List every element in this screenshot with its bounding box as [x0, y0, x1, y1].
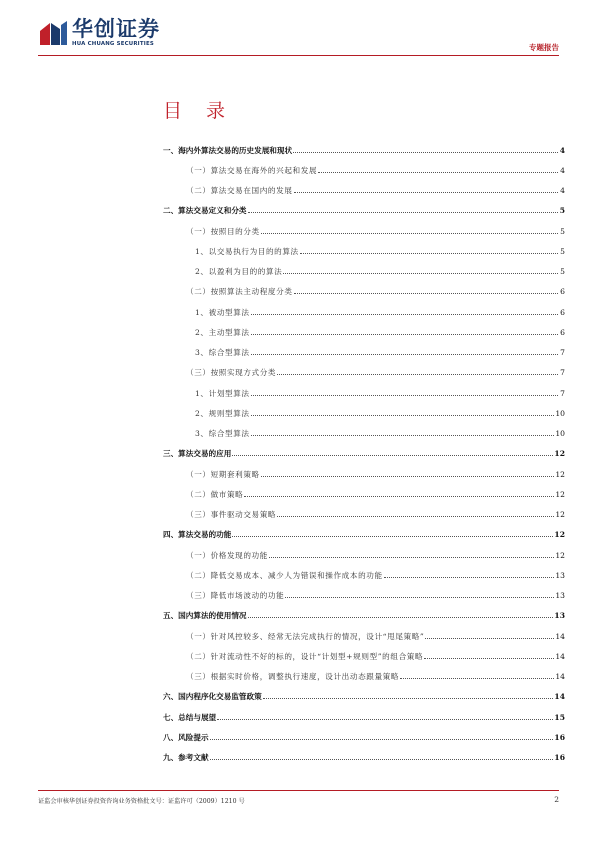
toc-entry-page: 14: [555, 651, 565, 661]
toc-entry[interactable]: [163, 282, 565, 302]
toc-leader-dots: [232, 536, 553, 537]
toc-entry[interactable]: [163, 484, 565, 504]
table-of-contents: [163, 140, 565, 768]
toc-entry-label: 三、算法交易的应用: [163, 449, 232, 459]
toc-leader-dots: [293, 152, 558, 153]
toc-entry-label: 五、国内算法的使用情况: [163, 611, 247, 621]
toc-entry[interactable]: [163, 221, 565, 241]
toc-leader-dots: [384, 577, 555, 578]
toc-entry[interactable]: [163, 464, 565, 484]
toc-entry-page: 12: [555, 489, 565, 499]
toc-entry-page: 13: [555, 591, 565, 601]
toc-leader-dots: [294, 192, 558, 193]
toc-entry-label: （一）短期套利策略: [186, 469, 260, 479]
toc-entry-page: 4: [559, 145, 565, 155]
toc-entry[interactable]: [163, 383, 565, 403]
toc-leader-dots: [244, 496, 554, 497]
toc-entry-label: （三）降低市场波动的功能: [186, 591, 285, 601]
logo-chinese-name: 华创证券: [72, 17, 160, 41]
toc-entry[interactable]: [163, 505, 565, 525]
footer-license-text: 证监会审核华创证券投资咨询业务资格批文号：证监许可（2009）1210 号: [38, 798, 245, 805]
toc-entry-page: 5: [560, 226, 565, 236]
toc-leader-dots: [210, 759, 554, 760]
toc-leader-dots: [269, 557, 554, 558]
toc-entry-label: （三）事件驱动交易策略: [186, 510, 277, 520]
toc-entry-label: （三）按照实现方式分类: [186, 368, 277, 378]
toc-entry-label: 九、参考文献: [163, 753, 209, 763]
toc-entry-label: （二）按照算法主动程度分类: [186, 287, 293, 297]
toc-entry-label: （一）针对风控较多、经常无法完成执行的情况，设计“甩尾策略”: [186, 631, 425, 641]
toc-entry[interactable]: [163, 140, 565, 160]
toc-entry-page: 4: [560, 186, 565, 196]
toc-entry-label: （一）价格发现的功能: [186, 550, 268, 560]
toc-entry-label: 3、综合型算法: [195, 348, 250, 358]
toc-entry[interactable]: [163, 606, 565, 626]
toc-entry-page: 6: [560, 287, 565, 297]
toc-entry-label: 七、总结与展望: [163, 712, 217, 722]
toc-leader-dots: [251, 354, 558, 355]
toc-entry-page: 4: [560, 165, 565, 175]
toc-entry-label: 1、以交易执行为目的的算法: [195, 246, 299, 256]
toc-leader-dots: [318, 172, 558, 173]
toc-entry-page: 10: [555, 408, 565, 418]
toc-leader-dots: [425, 638, 554, 639]
toc-entry-label: （一）按照目的分类: [186, 226, 260, 236]
toc-entry-label: （一）算法交易在海外的兴起和发展: [186, 165, 318, 175]
toc-leader-dots: [261, 476, 555, 477]
toc-entry-label: 1、被动型算法: [195, 307, 250, 317]
toc-entry-label: （二）针对流动性不好的标的，设计“计划型+规则型”的组合策略: [186, 651, 424, 661]
toc-leader-dots: [251, 435, 555, 436]
toc-entry[interactable]: [163, 626, 565, 646]
toc-entry[interactable]: [163, 545, 565, 565]
toc-entry[interactable]: [163, 748, 565, 768]
toc-leader-dots: [210, 739, 554, 740]
toc-entry-page: 12: [555, 510, 565, 520]
toc-leader-dots: [300, 253, 558, 254]
toc-entry-page: 5: [560, 246, 565, 256]
toc-entry[interactable]: [163, 444, 565, 464]
toc-leader-dots: [400, 678, 554, 679]
toc-leader-dots: [283, 273, 558, 274]
toc-entry-page: 14: [554, 692, 565, 702]
toc-leader-dots: [277, 374, 558, 375]
toc-entry[interactable]: [163, 586, 565, 606]
page-number: 2: [554, 795, 559, 804]
toc-leader-dots: [261, 233, 558, 234]
toc-leader-dots: [251, 314, 558, 315]
toc-leader-dots: [217, 719, 553, 720]
logo-mark-icon: [38, 19, 68, 47]
toc-entry-page: 13: [555, 570, 565, 580]
toc-entry-label: 八、风险提示: [163, 732, 209, 742]
toc-entry[interactable]: [163, 687, 565, 707]
toc-entry-page: 16: [554, 732, 565, 742]
toc-entry-label: 二、算法交易定义和分类: [163, 206, 247, 216]
toc-entry-page: 13: [554, 611, 565, 621]
toc-entry[interactable]: [163, 727, 565, 747]
toc-entry-page: 14: [555, 631, 565, 641]
toc-entry[interactable]: [163, 403, 565, 423]
toc-entry-page: 7: [560, 348, 565, 358]
toc-entry[interactable]: [163, 707, 565, 727]
toc-entry-page: 7: [560, 368, 565, 378]
toc-entry-page: 15: [554, 712, 565, 722]
company-logo: [38, 18, 160, 47]
toc-entry-label: （三）根据实时价格，调整执行速度，设计出动态跟量策略: [186, 672, 400, 682]
toc-leader-dots: [251, 415, 555, 416]
toc-entry[interactable]: [163, 302, 565, 322]
toc-leader-dots: [248, 617, 554, 618]
toc-entry-label: 2、主动型算法: [195, 327, 250, 337]
toc-entry[interactable]: [163, 363, 565, 383]
toc-entry-label: 六、国内程序化交易监管政策: [163, 692, 262, 702]
report-type-label: 专题报告: [529, 43, 559, 52]
logo-english-name: HUA CHUANG SECURITIES: [72, 41, 154, 47]
toc-entry-page: 12: [555, 550, 565, 560]
toc-entry-page: 6: [560, 307, 565, 317]
toc-leader-dots: [424, 658, 554, 659]
toc-entry-page: 12: [555, 469, 565, 479]
toc-entry[interactable]: [163, 262, 565, 282]
toc-leader-dots: [277, 516, 554, 517]
toc-entry[interactable]: [163, 201, 565, 221]
toc-entry-page: 7: [560, 388, 565, 398]
toc-entry-label: 2、以盈利为目的的算法: [195, 267, 283, 277]
footer-divider: [38, 790, 559, 791]
toc-leader-dots: [263, 698, 554, 699]
toc-entry[interactable]: [163, 181, 565, 201]
toc-entry[interactable]: [163, 322, 565, 342]
toc-leader-dots: [232, 455, 553, 456]
toc-entry[interactable]: [163, 646, 565, 666]
toc-entry-page: 5: [559, 206, 565, 216]
toc-entry-label: （二）算法交易在国内的发展: [186, 186, 293, 196]
toc-entry[interactable]: [163, 241, 565, 261]
toc-entry-label: 四、算法交易的功能: [163, 530, 232, 540]
toc-leader-dots: [251, 395, 558, 396]
toc-leader-dots: [251, 334, 558, 335]
toc-entry[interactable]: [163, 565, 565, 585]
toc-entry[interactable]: [163, 525, 565, 545]
toc-entry-page: 10: [555, 429, 565, 439]
toc-entry-label: 一、海内外算法交易的历史发展和现状: [163, 145, 293, 155]
toc-entry-page: 6: [560, 327, 565, 337]
toc-leader-dots: [248, 212, 558, 213]
toc-entry-label: 3、综合型算法: [195, 429, 250, 439]
toc-entry-page: 14: [555, 672, 565, 682]
toc-leader-dots: [285, 597, 554, 598]
toc-entry-label: （二）做市策略: [186, 489, 244, 499]
toc-entry-page: 16: [554, 753, 565, 763]
toc-entry[interactable]: [163, 667, 565, 687]
toc-entry-page: 12: [554, 449, 565, 459]
toc-entry[interactable]: [163, 160, 565, 180]
toc-entry[interactable]: [163, 424, 565, 444]
toc-entry-label: 1、计划型算法: [195, 388, 250, 398]
toc-entry-page: 12: [554, 530, 565, 540]
header-divider: [38, 55, 559, 56]
toc-entry[interactable]: [163, 343, 565, 363]
toc-entry-label: （二）降低交易成本、减少人为错误和操作成本的功能: [186, 570, 383, 580]
toc-entry-page: 5: [560, 267, 565, 277]
toc-leader-dots: [294, 293, 558, 294]
toc-entry-label: 2、规则型算法: [195, 408, 250, 418]
toc-title: 目 录: [163, 100, 235, 122]
